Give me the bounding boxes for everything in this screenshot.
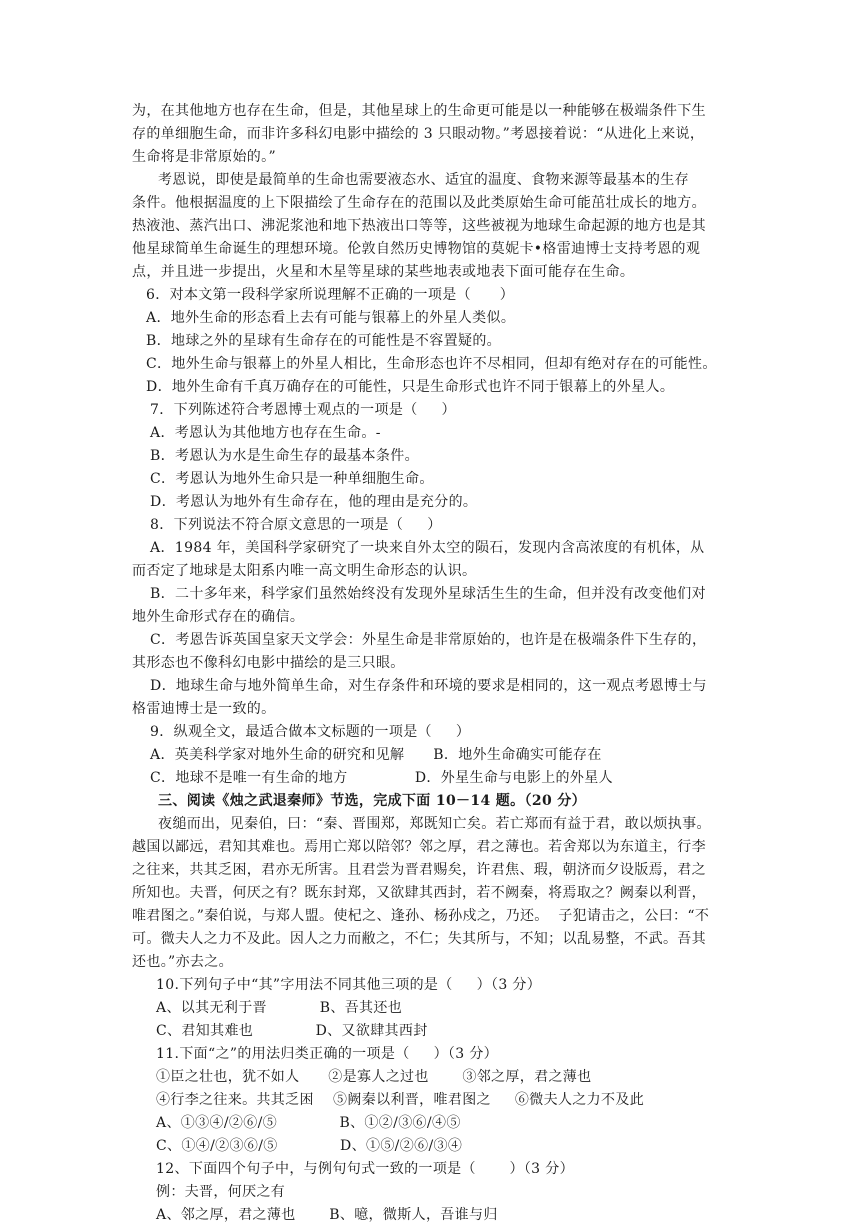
text-line: A、以其无利于晋 B、吾其还也 [156, 1000, 403, 1016]
text-line: 12、下面四个句子中，与例句句式一致的一项是（ ）（3 分） [156, 1161, 574, 1177]
text-line: 而否定了地球是太阳系内唯一高文明生命形态的认识。 [132, 563, 477, 579]
text-line: 越国以鄙远，君知其难也。焉用亡郑以陪邻？邻之厚，君之薄也。若舍郑以为东道主，行李 [132, 839, 706, 855]
text-line: A．考恩认为其他地方也存在生命。- [150, 425, 381, 441]
text-line: 夜缒而出，见秦伯，曰：“秦、晋围郑，郑既知亡矣。若亡郑而有益于君，敢以烦执事。 [158, 816, 711, 832]
text-line: 格雷迪博士是一致的。 [132, 701, 276, 717]
text-line: 还也。”亦去之。 [132, 954, 233, 970]
text-line: 例：夫晋，何厌之有 [156, 1184, 286, 1200]
text-line: D．考恩认为地外有生命存在，他的理由是充分的。 [150, 494, 478, 510]
text-line: C．地球不是唯一有生命的地方 D．外星生命与电影上的外星人 [150, 770, 613, 786]
text-line: 存的单细胞生命，而非许多科幻电影中描绘的 3 只眼动物。”考恩接着说：“从进化上来说， [132, 126, 705, 142]
text-line: 之往来，共其乏困，君亦无所害。且君尝为晋君赐矣，许君焦、瑕，朝济而夕设版焉，君之 [132, 862, 706, 878]
text-line: 7．下列陈述符合考恩博士观点的一项是（ ） [150, 402, 456, 418]
text-line: A．1984 年，美国科学家研究了一块来自外太空的陨石，发现内含高浓度的有机体，从 [150, 540, 705, 556]
text-line: ①臣之壮也，犹不如人 ②是寡人之过也 ③邻之厚，君之薄也 [156, 1069, 592, 1085]
text-line: ④行李之往来。共其乏困 ⑤阙秦以利晋，唯君图之 ⑥微夫人之力不及此 [156, 1092, 645, 1108]
text-line: B．地球之外的星球有生命存在的可能性是不容置疑的。 [146, 333, 502, 349]
text-line: B．二十多年来，科学家们虽然始终没有发现外星球活生生的生命，但并没有改变他们对 [150, 586, 706, 602]
text-line: A．英美科学家对地外生命的研究和见解 B．地外生命确实可能存在 [150, 747, 602, 763]
text-line: B．考恩认为水是生命生存的最基本条件。 [150, 448, 419, 464]
text-line: C、①④/②③⑥/⑤ D、①⑤/②⑥/③④ [156, 1138, 463, 1154]
text-line: 9．纵观全文，最适合做本文标题的一项是（ ） [150, 724, 471, 740]
text-line: D．地外生命有千真万确存在的可能性，只是生命形式也许不同于银幕上的外星人。 [146, 379, 675, 395]
text-line: 为，在其他地方也存在生命，但是，其他星球上的生命更可能是以一种能够在极端条件下生 [132, 103, 706, 119]
text-line: A、邻之厚，君之薄也 B、噫，微斯人，吾谁与归 [156, 1207, 498, 1223]
text-line: C、君知其难也 D、又欲肆其西封 [156, 1023, 428, 1039]
text-line: 点，并且进一步提出，火星和木星等星球的某些地表或地表下面可能存在生命。 [132, 264, 635, 280]
text-line: A、①③④/②⑥/⑤ B、①②/③⑥/④⑤ [156, 1115, 461, 1131]
text-line: 6．对本文第一段科学家所说理解不正确的一项是（ ） [146, 287, 515, 303]
text-line: 三、阅读《烛之武退秦师》节选，完成下面 10－14 题。（20 分） [158, 793, 586, 809]
text-line: 11.下面“之”的用法归类正确的一项是（ ）（3 分） [156, 1046, 499, 1062]
text-line: C．考恩告诉英国皇家天文学会：外星生命是非常原始的，也许是在极端条件下生存的， [150, 632, 707, 648]
text-line: 生命将是非常原始的。” [132, 149, 277, 165]
text-line: C．考恩认为地外生命只是一种单细胞生命。 [150, 471, 434, 487]
text-line: A．地外生命的形态看上去有可能与银幕上的外星人类似。 [146, 310, 516, 326]
text-line: 考恩说，即使是最简单的生命也需要液态水、适宜的温度、食物来源等最基本的生存 [158, 172, 689, 188]
text-line: 8．下列说法不符合原文意思的一项是（ ） [150, 517, 442, 533]
text-line: 可。微夫人之力不及此。因人之力而敝之，不仁；失其所与，不知；以乱易整，不武。吾其 [132, 931, 706, 947]
text-line: 热液池、蒸汽出口、沸泥浆池和地下热液出口等等，这些被视为地球生命起源的地方也是其 [132, 218, 706, 234]
text-line: D．地球生命与地外简单生命，对生存条件和环境的要求是相同的，这一观点考恩博士与 [150, 678, 707, 694]
text-line: 条件。他根据温度的上下限描绘了生命存在的范围以及此类原始生命可能茁壮成长的地方。 [132, 195, 706, 211]
text-line: 所知也。夫晋，何厌之有？既东封郑，又欲肆其西封，若不阙秦，将焉取之？阙秦以利晋， [132, 885, 706, 901]
text-line: C．地外生命与银幕上的外星人相比，生命形态也许不尽相同，但却有绝对存在的可能性。 [146, 356, 717, 372]
text-line: 地外生命形式存在的确信。 [132, 609, 305, 625]
text-line: 10.下列句子中“其”字用法不同其他三项的是（ ）（3 分） [156, 977, 542, 993]
text-line: 唯君图之。”秦伯说，与郑人盟。使杞之、逢孙、杨孙戍之，乃还。 子犯请击之，公曰：“不 [132, 908, 710, 924]
text-line: 其形态也不像科幻电影中描绘的是三只眼。 [132, 655, 405, 671]
text-line: 他星球简单生命诞生的理想环境。伦敦自然历史博物馆的莫妮卡•格雷迪博士支持考恩的观 [132, 241, 701, 257]
